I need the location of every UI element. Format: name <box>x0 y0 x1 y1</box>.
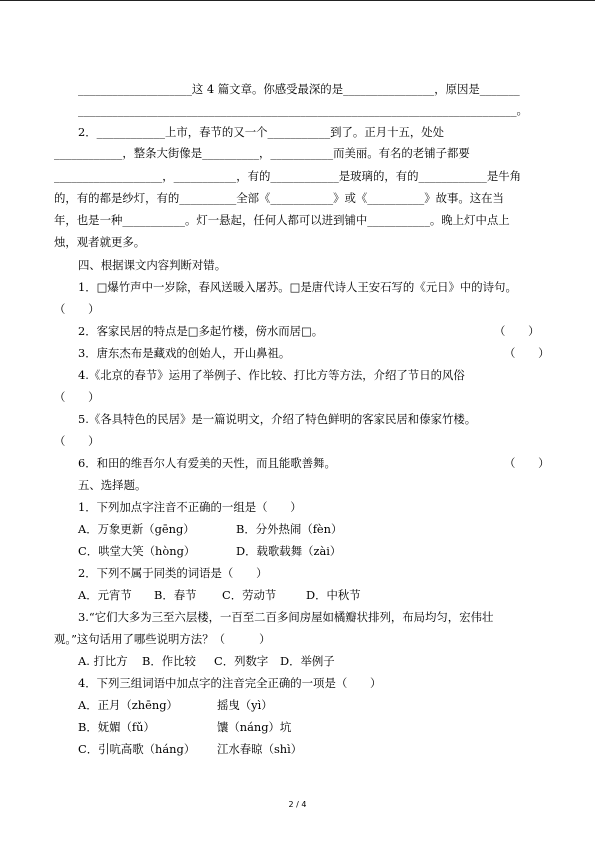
choice-q3-option-a: A. 打比方 <box>78 654 128 668</box>
judge-question-4-paren: （ ） <box>54 390 100 404</box>
choice-q3-option-b: B．作比较 <box>142 654 196 668</box>
fill-question-2-line-3: ___________________，___________，有的____________是玻璃的，有的____________是牛角 <box>54 169 522 183</box>
choice-q2-option-c: C．劳动节 <box>222 588 277 602</box>
choice-q4-option-c-1: C．引吭高歌（háng） <box>78 742 196 756</box>
choice-q1-option-c: C．哄堂大笑（hòng） <box>78 544 196 558</box>
fill-line-2: _____________________________________________________________________________。 <box>78 103 528 117</box>
judge-question-3-paren: （ ） <box>504 346 550 360</box>
choice-question-2: 2．下列不属于同类的词语是（ ） <box>78 566 268 580</box>
judge-question-6-paren: （ ） <box>504 456 550 470</box>
choice-q4-option-a-2: 摇曳（yì） <box>217 698 273 712</box>
judge-question-1-paren: （ ） <box>54 302 100 316</box>
fill-question-2-line-2: ____________，整条大街像是__________，___________而美丽。有名的老铺子都要 <box>54 146 470 160</box>
choice-q4-option-b-2: 馕（náng）坑 <box>217 720 292 734</box>
fill-question-2-line-1: 2．____________上市，春节的又一个___________到了。正月十五，处处 <box>78 125 445 139</box>
choice-q4-option-a-1: A．正月（zhēng） <box>78 698 178 712</box>
choice-question-3-line-1: 3.“它们大多为三至六层楼，一百至二百多间房屋如橘瓣状排列，布局均匀，宏伟壮 <box>78 610 494 624</box>
judge-question-2-paren: （ ） <box>494 324 540 338</box>
choice-question-4: 4．下列三组词语中加点字的注音完全正确的一项是（ ） <box>78 676 382 690</box>
choice-q2-option-d: D．中秋节 <box>306 588 361 602</box>
choice-question-1: 1．下列加点字注音不正确的一组是（ ） <box>78 500 302 514</box>
fill-question-2-line-4: 的，有的都是纱灯，有的__________全部《___________》或《__________》故事。这在当 <box>54 191 504 205</box>
choice-q4-option-c-2: 江水春晾（shì） <box>217 742 303 756</box>
choice-q2-option-b: B．春节 <box>154 588 197 602</box>
choice-q1-option-b: B．分外热闹（fèn） <box>236 522 343 536</box>
judge-question-6: 6．和田的维吾尔人有爱美的天性，而且能歌善舞。 <box>78 456 336 470</box>
choice-question-3-line-2: 观。”这句话用了哪些说明方法？（ ） <box>54 632 271 646</box>
fill-question-2-line-6: 烛，观者就更多。 <box>54 235 146 249</box>
judge-question-5: 5.《各具特色的民居》是一篇说明文，介绍了特色鲜明的客家民居和傣家竹楼。 <box>78 412 477 426</box>
fill-line-1: ____________________这 4 篇文章。你感受最深的是________________，原因是_______ <box>78 82 520 96</box>
choice-q2-option-a: A．元宵节 <box>78 588 132 602</box>
section-four-heading: 四、根据课文内容判断对错。 <box>78 258 227 272</box>
judge-question-5-paren: （ ） <box>54 434 100 448</box>
choice-q1-option-d: D．载歌载舞（zài） <box>236 544 342 558</box>
page-number: 2 / 4 <box>288 800 307 809</box>
judge-question-4: 4.《北京的春节》运用了举例子、作比较、打比方等方法，介绍了节日的风俗 <box>78 368 465 382</box>
judge-question-1: 1．□爆竹声中一岁除，春风送暖入屠苏。□是唐代诗人王安石写的《元日》中的诗句。 <box>78 280 517 294</box>
choice-q1-option-a: A．万象更新（gēng） <box>78 522 195 536</box>
page-top-border <box>0 0 595 1</box>
fill-question-2-line-5: 年，也是一种___________。灯一悬起，任何人都可以进到铺中___________。晚上灯中点上 <box>54 213 510 227</box>
judge-question-2: 2．客家民居的特点是□多起竹楼，傍水而居□。 <box>78 324 324 338</box>
choice-q3-option-c: C．列数字 <box>214 654 269 668</box>
choice-q4-option-b-1: B．妩媚（fǔ） <box>78 720 155 734</box>
choice-q3-option-d: D．举例子 <box>280 654 335 668</box>
section-five-heading: 五、选择题。 <box>78 478 147 492</box>
judge-question-3: 3．唐东杰布是藏戏的创始人，开山鼻祖。 <box>78 346 291 360</box>
